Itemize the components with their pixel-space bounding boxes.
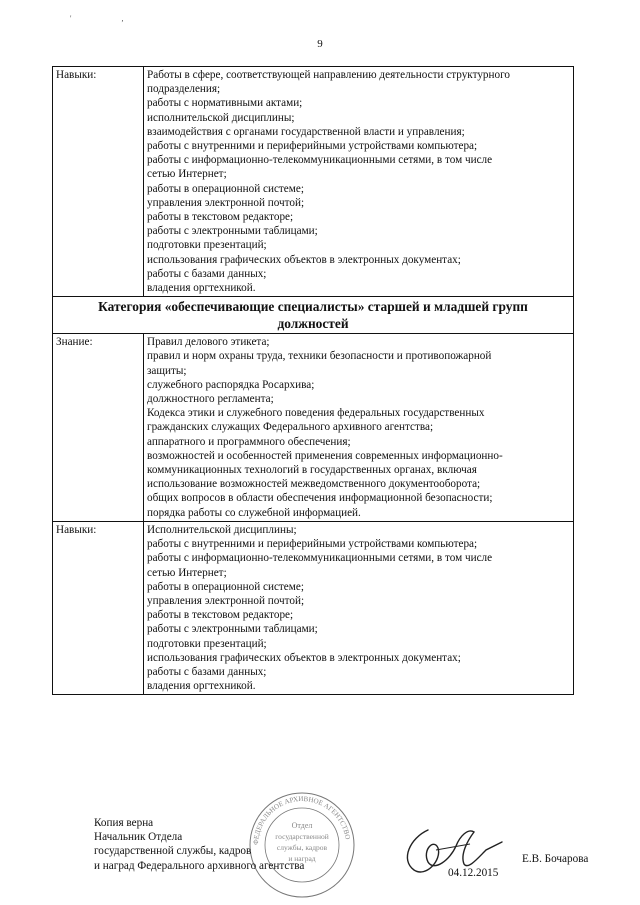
list-item: владения оргтехникой. bbox=[147, 680, 256, 693]
list-item: аппаратного и программного обеспечения; bbox=[147, 435, 351, 448]
list-item: использование возможностей межведомственного документооборота; bbox=[147, 478, 481, 491]
category-header-line: должностей bbox=[277, 316, 349, 332]
certification-line: Начальник Отдела bbox=[94, 831, 183, 844]
section-label: Навыки: bbox=[53, 67, 144, 297]
list-item: коммуникационных технологий в государственных органах, включая bbox=[147, 464, 477, 477]
page-number: 9 bbox=[317, 38, 323, 50]
certification-line: государственной службы, кадров bbox=[94, 845, 252, 858]
list-item: Исполнительской дисциплины; bbox=[147, 523, 297, 536]
section-label: Знание: bbox=[53, 334, 144, 522]
list-item: работы с базами данных; bbox=[147, 267, 267, 280]
list-item: работы в текстовом редакторе; bbox=[147, 609, 294, 622]
list-item: работы с электронными таблицами; bbox=[147, 225, 318, 238]
qualification-table bbox=[52, 66, 574, 695]
list-item: Работы в сфере, соответствующей направлению деятельности структурного bbox=[147, 69, 510, 81]
certification-block bbox=[94, 816, 304, 873]
seal-text: и наград bbox=[288, 854, 316, 863]
section-content bbox=[144, 521, 574, 694]
list-item: сетью Интернет; bbox=[147, 566, 227, 579]
list-item: работы в операционной системе; bbox=[147, 182, 304, 195]
list-item: владения оргтехникой. bbox=[147, 282, 256, 295]
list-item: должностного регламента; bbox=[147, 393, 274, 406]
header-marks: ' , bbox=[70, 14, 148, 23]
list-item: сетью Интернет; bbox=[147, 168, 227, 181]
list-item: работы с электронными таблицами; bbox=[147, 623, 318, 636]
table-row bbox=[53, 334, 574, 522]
list-item: работы с внутренними и периферийными устройствами компьютера; bbox=[147, 538, 478, 551]
list-item: защиты; bbox=[147, 364, 187, 377]
list-item: работы с внутренними и периферийными устройствами компьютера; bbox=[147, 140, 478, 153]
list-item: управления электронной почтой; bbox=[147, 196, 305, 209]
list-item: порядка работы со служебной информацией. bbox=[147, 506, 361, 519]
certification-line: и наград Федерального архивного агентства bbox=[94, 859, 305, 872]
list-item: работы с информационно-телекоммуникационными сетями, в том числе bbox=[147, 154, 493, 167]
list-item: подготовки презентаций; bbox=[147, 239, 267, 252]
section-label: Навыки: bbox=[53, 521, 144, 694]
category-header bbox=[53, 297, 574, 334]
list-item: работы с информационно-телекоммуникационными сетями, в том числе bbox=[147, 552, 493, 565]
list-item: работы с базами данных; bbox=[147, 665, 267, 678]
list-item: управления электронной почтой; bbox=[147, 594, 305, 607]
seal-text: службы, кадров bbox=[276, 843, 328, 852]
section-content bbox=[144, 334, 574, 522]
signatory-name: Е.В. Бочарова bbox=[522, 853, 589, 865]
list-item: исполнительской дисциплины; bbox=[147, 111, 295, 124]
list-item: общих вопросов в области обеспечения информационной безопасности; bbox=[147, 492, 493, 505]
list-item: гражданских служащих Федерального архивного агентства; bbox=[147, 421, 434, 434]
category-header-line: Категория «обеспечивающие специалисты» старшей и младшей групп bbox=[98, 299, 528, 315]
seal-ring-text: ФЕДЕРАЛЬНОЕ АРХИВНОЕ АГЕНТСТВО bbox=[251, 794, 352, 846]
list-item: работы в операционной системе; bbox=[147, 580, 304, 593]
list-item: Кодекса этики и служебного поведения федеральных государственных bbox=[147, 407, 485, 420]
table-row bbox=[53, 297, 574, 334]
list-item: подготовки презентаций; bbox=[147, 637, 267, 650]
list-item: Правил делового этикета; bbox=[147, 336, 270, 349]
list-item: работы в текстовом редакторе; bbox=[147, 211, 294, 224]
list-item: работы с нормативными актами; bbox=[147, 97, 303, 110]
list-item: взаимодействия с органами государственной власти и управления; bbox=[147, 125, 465, 138]
section-content bbox=[144, 67, 574, 297]
list-item: подразделения; bbox=[147, 83, 221, 96]
list-item: правил и норм охраны труда, техники безопасности и противопожарной bbox=[147, 350, 492, 363]
table-row bbox=[53, 521, 574, 694]
seal-text: Отдел bbox=[291, 821, 313, 830]
list-item: использования графических объектов в электронных документах; bbox=[147, 651, 461, 664]
table-row bbox=[53, 67, 574, 297]
signature-date: 04.12.2015 bbox=[448, 867, 499, 879]
list-item: служебного распорядка Росархива; bbox=[147, 378, 315, 391]
list-item: использования графических объектов в электронных документах; bbox=[147, 253, 461, 266]
seal-text: государственной bbox=[275, 832, 329, 841]
list-item: возможностей и особенностей применения современных информационно- bbox=[147, 449, 503, 462]
certification-line: Копия верна bbox=[94, 817, 154, 829]
